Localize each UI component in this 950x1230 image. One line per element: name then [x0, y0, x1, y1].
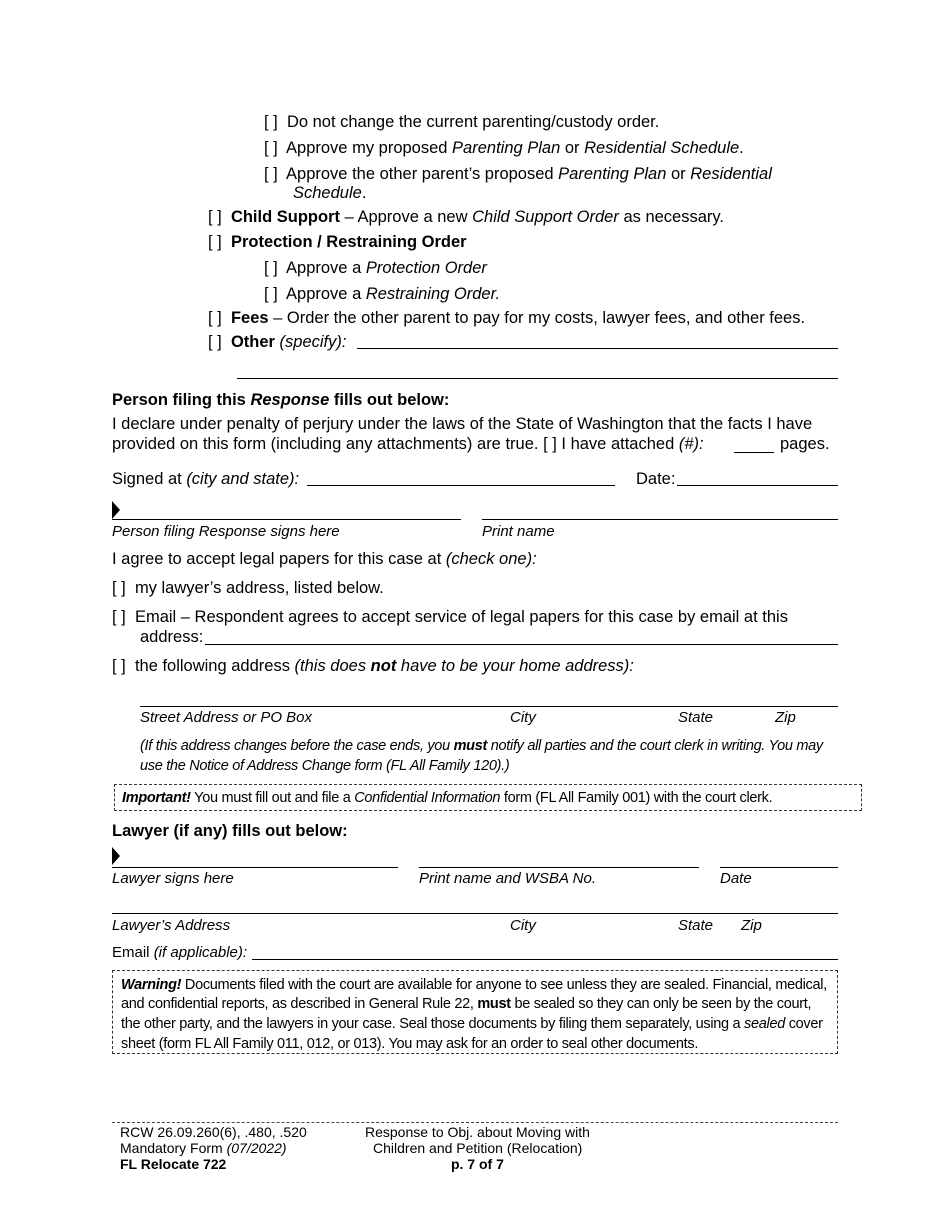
checkbox[interactable]: [ ]	[264, 139, 278, 157]
option-text: Schedule	[293, 184, 362, 202]
option-lawyer-address	[112, 578, 384, 598]
label-text: Email	[112, 944, 154, 961]
important-notice	[122, 788, 772, 808]
declaration-line1: I declare under penalty of perjury under the laws of the State of Washington that the facts I have	[112, 415, 813, 433]
lawyer-address-field[interactable]	[112, 913, 838, 914]
option-text: Approve my proposed	[286, 139, 453, 157]
signed-at-field[interactable]	[307, 485, 615, 486]
lawyer-date-field[interactable]	[720, 867, 838, 868]
option-text: my lawyer’s address, listed below.	[134, 579, 384, 597]
checkbox[interactable]: [ ]	[112, 608, 126, 626]
option-text: Parenting Plan	[558, 165, 667, 183]
option-label: Fees	[230, 309, 269, 327]
person-heading	[112, 390, 449, 410]
checkbox[interactable]: [ ]	[208, 208, 222, 226]
note-text: must	[453, 738, 488, 754]
warning-text: the other party, and the lawyers in your case. Seal those documents by filing them separately, using a	[121, 1016, 745, 1032]
signs-here-caption: Person filing Response signs here	[112, 523, 340, 540]
option-text: – Order the other parent to pay for my costs, lawyer fees, and other fees.	[268, 309, 806, 327]
lawyer-zip-caption: Zip	[741, 917, 762, 934]
option-fees	[208, 308, 805, 328]
option-approve-other-plan	[264, 164, 772, 184]
agree-text: I agree to accept legal papers for this case at	[112, 550, 446, 568]
heading-text: Person filing this	[112, 391, 251, 409]
print-name-caption: Print name	[482, 523, 555, 540]
option-text: Email – Respondent agrees to accept service of legal papers for this case by email at this	[134, 608, 788, 626]
agree-text: (check one):	[445, 550, 537, 568]
option-label: Protection / Restraining Order	[230, 233, 467, 251]
option-text: Parenting Plan	[452, 139, 561, 157]
warning-line2	[121, 994, 811, 1014]
lawyer-email-label	[112, 943, 247, 962]
heading-text: Response	[250, 391, 330, 409]
notice-text: You must fill out and file a	[190, 790, 355, 806]
checkbox[interactable]: [ ]	[208, 309, 222, 327]
footer-title-line1: Response to Obj. about Moving with	[365, 1124, 590, 1140]
lawyer-signs-caption: Lawyer signs here	[112, 870, 234, 887]
checkbox[interactable]: [ ]	[264, 113, 278, 131]
footer-text: Mandatory Form	[120, 1140, 227, 1156]
heading-text: fills out below:	[329, 391, 450, 409]
option-text: Restraining Order.	[365, 285, 501, 303]
email-address-label: address:	[140, 628, 204, 646]
option-approve-other-plan-cont	[293, 183, 366, 203]
label-text: Signed at	[112, 470, 187, 488]
option-text: have to be your home address):	[396, 657, 634, 675]
option-text: Approve a	[286, 285, 366, 303]
note-text: (If this address changes before the case ends, you	[140, 738, 454, 754]
address-field[interactable]	[140, 706, 838, 707]
signature-field[interactable]	[112, 519, 461, 520]
option-text: Child Support Order	[472, 208, 619, 226]
warning-text: Documents filed with the court are available for anyone to see unless they are sealed. Financial, medical,	[181, 977, 827, 993]
option-text: Residential	[690, 165, 772, 183]
warning-text: sealed	[744, 1016, 785, 1032]
signed-at-label	[112, 469, 299, 489]
option-text: Protection Order	[365, 259, 487, 277]
option-text: .	[361, 184, 367, 202]
option-no-change	[264, 112, 659, 132]
checkbox[interactable]: [ ]	[543, 435, 557, 453]
option-child-support	[208, 207, 724, 227]
pages-label: pages.	[780, 435, 830, 453]
option-text: (this does	[294, 657, 371, 675]
checkbox[interactable]: [ ]	[264, 165, 278, 183]
date-label: Date:	[636, 470, 676, 488]
warning-text: Warning!	[121, 977, 182, 993]
other-specify-field-line2[interactable]	[237, 378, 838, 379]
lawyer-print-caption: Print name and WSBA No.	[419, 870, 597, 887]
email-address-field[interactable]	[205, 644, 838, 645]
lawyer-address-caption: Lawyer’s Address	[112, 917, 231, 934]
checkbox[interactable]: [ ]	[264, 285, 278, 303]
notice-text: Confidential Information	[354, 790, 501, 806]
footer-rcw: RCW 26.09.260(6), .480, .520	[120, 1124, 307, 1140]
footer-divider	[112, 1122, 838, 1123]
warning-text: and confidential reports, as described in General Rule 22,	[121, 996, 478, 1012]
footer-page-number: p. 7 of 7	[451, 1156, 504, 1172]
lawyer-sign-here-arrow-icon	[112, 847, 120, 865]
note-text: notify all parties and the court clerk in writing. You may	[487, 738, 823, 754]
option-text: as necessary.	[618, 208, 725, 226]
option-text: or	[560, 139, 585, 157]
option-protection-order	[264, 258, 487, 278]
declaration-text: I have attached	[556, 435, 679, 453]
lawyer-city-caption: City	[510, 917, 536, 934]
lawyer-state-caption: State	[678, 917, 714, 934]
option-text: .	[739, 139, 744, 157]
print-name-field[interactable]	[482, 519, 838, 520]
warning-line1	[121, 975, 827, 995]
option-text: (specify):	[274, 333, 347, 351]
lawyer-heading: Lawyer (if any) fills out below:	[112, 822, 348, 840]
other-specify-field[interactable]	[357, 348, 838, 349]
zip-caption: Zip	[775, 709, 796, 726]
warning-text: be sealed so they can only be seen by the court,	[510, 996, 812, 1012]
footer-mandatory	[120, 1140, 287, 1156]
option-approve-my-plan	[264, 138, 744, 158]
option-text: or	[666, 165, 691, 183]
warning-line4: sheet (form FL All Family 011, 012, or 013). You may ask for an order to seal other documents.	[121, 1036, 699, 1052]
warning-text: must	[477, 996, 511, 1012]
option-label: Child Support	[230, 208, 341, 226]
option-email	[112, 607, 788, 627]
lawyer-signature-field[interactable]	[112, 867, 398, 868]
lawyer-print-name-field[interactable]	[419, 867, 699, 868]
checkbox[interactable]: [ ]	[112, 579, 126, 597]
option-following-address	[112, 656, 634, 676]
pages-count-field[interactable]	[734, 452, 774, 453]
notice-text: Important!	[122, 790, 191, 806]
agree-statement	[112, 549, 537, 569]
option-other	[208, 332, 346, 352]
checkbox[interactable]: [ ]	[264, 259, 278, 277]
warning-line3	[121, 1014, 823, 1034]
notice-text: form (FL All Family 001) with the court clerk.	[500, 790, 773, 806]
option-text: – Approve a new	[340, 208, 473, 226]
option-label: Other	[230, 333, 275, 351]
declaration-line2	[112, 434, 704, 454]
footer-form-id: FL Relocate 722	[120, 1156, 227, 1172]
date-field[interactable]	[677, 485, 838, 486]
option-text: the following address	[134, 657, 295, 675]
option-text: Approve a	[286, 259, 366, 277]
lawyer-email-field[interactable]	[252, 959, 838, 960]
declaration-text: (#):	[678, 435, 704, 453]
warning-text: cover	[784, 1016, 823, 1032]
state-caption: State	[678, 709, 714, 726]
lawyer-date-caption: Date	[720, 870, 752, 887]
street-caption: Street Address or PO Box	[140, 709, 313, 726]
option-text: Do not change the current parenting/custody order.	[286, 113, 660, 131]
option-protection	[208, 232, 467, 252]
city-caption: City	[510, 709, 536, 726]
option-text: Residential Schedule	[584, 139, 740, 157]
address-change-note-line1	[140, 736, 823, 756]
label-text: (if applicable):	[153, 944, 248, 961]
option-text: Approve the other parent’s proposed	[286, 165, 559, 183]
checkbox[interactable]: [ ]	[208, 233, 222, 251]
option-restraining-order	[264, 284, 500, 304]
footer-title-line2: Children and Petition (Relocation)	[373, 1140, 583, 1156]
address-change-note-line2: use the Notice of Address Change form (FL All Family 120).)	[140, 758, 510, 774]
footer-text: (07/2022)	[226, 1140, 287, 1156]
sign-here-arrow-icon	[112, 501, 120, 519]
checkbox[interactable]: [ ]	[112, 657, 126, 675]
declaration-text: provided on this form (including any attachments) are true.	[112, 435, 539, 453]
label-text: (city and state):	[186, 470, 300, 488]
checkbox[interactable]: [ ]	[208, 333, 222, 351]
option-text: not	[370, 657, 397, 675]
